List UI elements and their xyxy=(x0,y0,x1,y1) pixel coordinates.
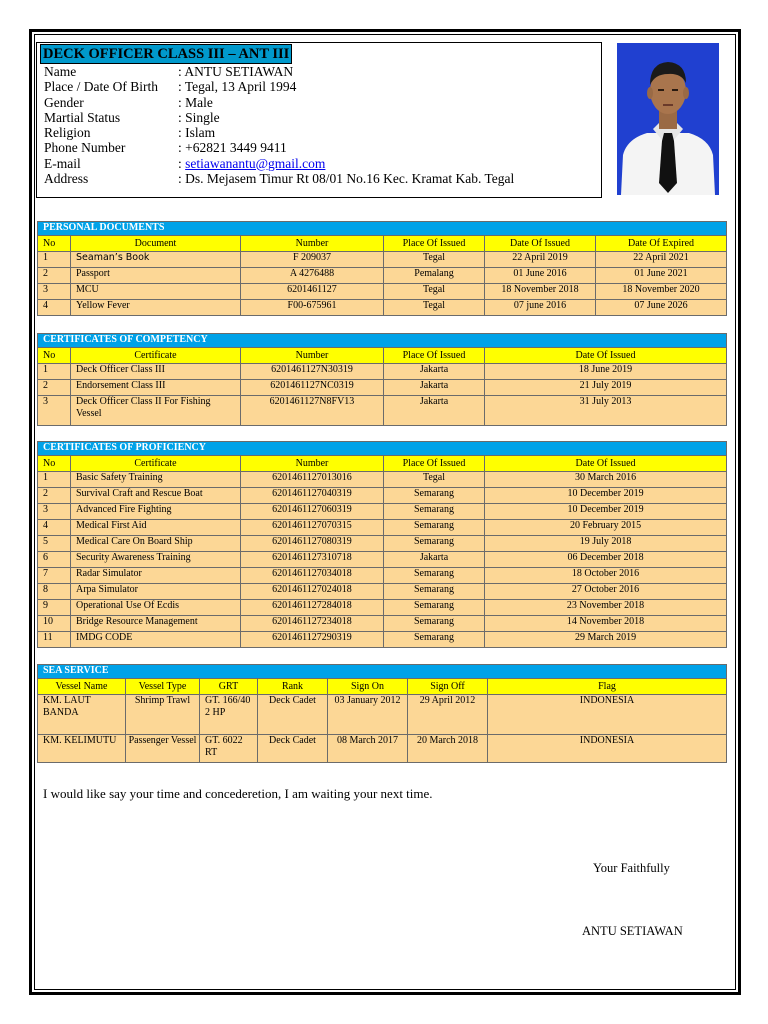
cell-rank: Deck Cadet xyxy=(258,695,328,735)
cell-grt: GT. 166/40 2 HP xyxy=(200,695,258,735)
cell-no: 8 xyxy=(38,584,71,600)
cell-certificate: Bridge Resource Management xyxy=(71,616,241,632)
info-value xyxy=(178,156,325,171)
cell-number: F00-675961 xyxy=(241,300,384,316)
cell-number: 6201461127234018 xyxy=(241,616,384,632)
cell-place: Semarang xyxy=(384,536,485,552)
cell-place: Jakarta xyxy=(384,380,485,396)
table-row xyxy=(38,284,727,300)
cell-document: Yellow Fever xyxy=(71,300,241,316)
cell-rank: Deck Cadet xyxy=(258,735,328,763)
cell-issued: 07 june 2016 xyxy=(485,300,596,316)
table-row xyxy=(38,364,727,380)
info-row-gender xyxy=(44,95,514,110)
cell-issued: 23 November 2018 xyxy=(485,600,727,616)
cell-no: 10 xyxy=(38,616,71,632)
cell-certificate: Advanced Fire Fighting xyxy=(71,504,241,520)
cell-issued: 14 November 2018 xyxy=(485,616,727,632)
cell-no: 1 xyxy=(38,364,71,380)
cell-place: Tegal xyxy=(384,300,485,316)
cell-certificate: Security Awareness Training xyxy=(71,552,241,568)
info-row-phone xyxy=(44,140,514,155)
cell-place: Semarang xyxy=(384,584,485,600)
cell-place: Tegal xyxy=(384,472,485,488)
cell-vessel-type: Shrimp Trawl xyxy=(126,695,200,735)
column-header: Number xyxy=(241,348,384,364)
proficiency-table xyxy=(37,441,727,648)
info-row-birth xyxy=(44,79,514,94)
cell-number: 6201461127N8FV13 xyxy=(241,396,384,426)
info-label: Martial Status xyxy=(44,109,121,125)
column-header: No xyxy=(38,456,71,472)
cell-expired: 07 June 2026 xyxy=(596,300,727,316)
table-row xyxy=(38,520,727,536)
info-value: : ANTU SETIAWAN xyxy=(178,64,294,79)
info-value: : Ds. Mejasem Timur Rt 08/01 No.16 Kec. Kramat Kab. Tegal xyxy=(178,171,515,187)
cell-no: 1 xyxy=(38,472,71,488)
cell-no: 3 xyxy=(38,504,71,520)
cell-issued: 22 April 2019 xyxy=(485,252,596,268)
cell-issued: 10 December 2019 xyxy=(485,488,727,504)
cell-number: 6201461127040319 xyxy=(241,488,384,504)
column-header: Certificate xyxy=(71,456,241,472)
info-label: Religion xyxy=(44,125,91,141)
cell-no: 5 xyxy=(38,536,71,552)
cell-issued: 19 July 2018 xyxy=(485,536,727,552)
column-header: Place Of Issued xyxy=(384,348,485,364)
cell-issued: 18 June 2019 xyxy=(485,364,727,380)
cell-number: 6201461127070315 xyxy=(241,520,384,536)
cell-place: Semarang xyxy=(384,520,485,536)
closing-message: I would like say your time and concederetion, I am waiting your next time. xyxy=(43,786,433,801)
section-title: CERTIFICATES OF COMPETENCY xyxy=(38,334,727,348)
cell-issued: 27 October 2016 xyxy=(485,584,727,600)
column-header: Rank xyxy=(258,679,328,695)
cell-certificate: Survival Craft and Rescue Boat xyxy=(71,488,241,504)
info-row-name xyxy=(44,64,514,79)
column-header: No xyxy=(38,348,71,364)
info-row-address xyxy=(44,171,514,186)
info-row-email xyxy=(44,156,514,171)
cell-number: 6201461127310718 xyxy=(241,552,384,568)
cell-grt: GT. 6022 RT xyxy=(200,735,258,763)
column-headers xyxy=(38,348,727,364)
personal-documents-table xyxy=(37,221,727,316)
table-row xyxy=(38,488,727,504)
cell-place: Jakarta xyxy=(384,396,485,426)
column-header: Sign On xyxy=(328,679,408,695)
cell-expired: 22 April 2021 xyxy=(596,252,727,268)
cell-no: 7 xyxy=(38,568,71,584)
cell-issued: 06 December 2018 xyxy=(485,552,727,568)
cell-place: Tegal xyxy=(384,284,485,300)
portrait-image xyxy=(617,43,719,195)
cell-no: 9 xyxy=(38,600,71,616)
column-header: Vessel Name xyxy=(38,679,126,695)
cell-no: 2 xyxy=(38,488,71,504)
cell-certificate: Radar Simulator xyxy=(71,568,241,584)
cell-sign-on: 03 January 2012 xyxy=(328,695,408,735)
cell-certificate: Medical Care On Board Ship xyxy=(71,536,241,552)
info-row-marital xyxy=(44,110,514,125)
column-header: Place Of Issued xyxy=(384,236,485,252)
cell-place: Semarang xyxy=(384,632,485,648)
column-header: Vessel Type xyxy=(126,679,200,695)
column-header: Date Of Expired xyxy=(596,236,727,252)
table-row xyxy=(38,472,727,488)
table-row xyxy=(38,695,727,735)
cell-issued: 18 November 2018 xyxy=(485,284,596,300)
cell-number: 6201461127284018 xyxy=(241,600,384,616)
cell-certificate: Deck Officer Class II For Fishing Vessel xyxy=(71,396,241,426)
cell-number: 6201461127080319 xyxy=(241,536,384,552)
column-header: No xyxy=(38,236,71,252)
cell-number: 6201461127060319 xyxy=(241,504,384,520)
cell-document: Passport xyxy=(71,268,241,284)
cell-number: A 4276488 xyxy=(241,268,384,284)
info-value: : +62821 3449 9411 xyxy=(178,140,287,156)
cell-no: 1 xyxy=(38,252,71,268)
table-row xyxy=(38,568,727,584)
info-label: E-mail xyxy=(44,155,81,171)
table-row xyxy=(38,380,727,396)
info-label: Name xyxy=(44,64,77,79)
info-sep: : xyxy=(178,155,186,171)
cell-flag: INDONESIA xyxy=(488,735,727,763)
column-header: Number xyxy=(241,456,384,472)
cell-certificate: Operational Use Of Ecdis xyxy=(71,600,241,616)
cell-certificate: Endorsement Class III xyxy=(71,380,241,396)
cell-vessel-name: KM. KELIMUTU xyxy=(38,735,126,763)
competency-table xyxy=(37,333,727,426)
column-headers xyxy=(38,679,727,695)
cell-issued: 01 June 2016 xyxy=(485,268,596,284)
cell-sign-off: 29 April 2012 xyxy=(408,695,488,735)
info-label: Place / Date Of Birth xyxy=(44,79,158,95)
column-header: Date Of Issued xyxy=(485,236,596,252)
table-row xyxy=(38,252,727,268)
cell-number: 6201461127290319 xyxy=(241,632,384,648)
cell-number: 6201461127034018 xyxy=(241,568,384,584)
cell-sign-off: 20 March 2018 xyxy=(408,735,488,763)
cell-place: Jakarta xyxy=(384,552,485,568)
cell-no: 3 xyxy=(38,284,71,300)
personal-info xyxy=(44,64,514,186)
table-row xyxy=(38,504,727,520)
section-title: PERSONAL DOCUMENTS xyxy=(38,222,727,236)
sea-service-table xyxy=(37,664,727,763)
cell-number: 6201461127 xyxy=(241,284,384,300)
table-row xyxy=(38,600,727,616)
column-header: Sign Off xyxy=(408,679,488,695)
cell-certificate: Deck Officer Class III xyxy=(71,364,241,380)
cell-place: Semarang xyxy=(384,616,485,632)
cell-vessel-name: KM. LAUT BANDA xyxy=(38,695,126,735)
info-value: : Tegal, 13 April 1994 xyxy=(178,79,297,95)
info-value: : Islam xyxy=(178,125,216,141)
column-header: Document xyxy=(71,236,241,252)
column-header: Number xyxy=(241,236,384,252)
cell-place: Semarang xyxy=(384,488,485,504)
cell-issued: 20 February 2015 xyxy=(485,520,727,536)
cell-vessel-type: Passenger Vessel xyxy=(126,735,200,763)
cell-place: Jakarta xyxy=(384,364,485,380)
cell-place: Pemalang xyxy=(384,268,485,284)
cell-no: 6 xyxy=(38,552,71,568)
table-row xyxy=(38,584,727,600)
column-header: Date Of Issued xyxy=(485,348,727,364)
section-title: SEA SERVICE xyxy=(38,665,727,679)
cell-place: Semarang xyxy=(384,600,485,616)
table-row xyxy=(38,632,727,648)
signature-name: ANTU SETIAWAN xyxy=(582,924,683,938)
cell-number: 6201461127N30319 xyxy=(241,364,384,380)
info-row-religion xyxy=(44,125,514,140)
cell-no: 4 xyxy=(38,300,71,316)
cell-issued: 21 July 2019 xyxy=(485,380,727,396)
cell-number: F 209037 xyxy=(241,252,384,268)
info-value: : Male xyxy=(178,94,213,110)
cell-number: 6201461127NC0319 xyxy=(241,380,384,396)
cell-sign-on: 08 March 2017 xyxy=(328,735,408,763)
table-row xyxy=(38,268,727,284)
cell-document: Seaman’s Book xyxy=(71,252,241,268)
email-link[interactable]: setiawanantu@gmail.com xyxy=(185,155,326,171)
cell-issued: 31 July 2013 xyxy=(485,396,727,426)
column-header: Certificate xyxy=(71,348,241,364)
cell-no: 2 xyxy=(38,268,71,284)
cv-title: DECK OFFICER CLASS III – ANT III xyxy=(40,44,292,64)
cell-place: Semarang xyxy=(384,568,485,584)
info-label: Phone Number xyxy=(44,140,126,156)
table-row xyxy=(38,396,727,426)
cell-expired: 01 June 2021 xyxy=(596,268,727,284)
cell-certificate: Basic Safety Training xyxy=(71,472,241,488)
cell-no: 4 xyxy=(38,520,71,536)
column-headers xyxy=(38,236,727,252)
info-label: Address xyxy=(44,171,89,187)
cell-issued: 10 December 2019 xyxy=(485,504,727,520)
column-header: Place Of Issued xyxy=(384,456,485,472)
cell-flag: INDONESIA xyxy=(488,695,727,735)
cell-certificate: Medical First Aid xyxy=(71,520,241,536)
table-row xyxy=(38,300,727,316)
cell-no: 2 xyxy=(38,380,71,396)
table-row xyxy=(38,616,727,632)
cell-issued: 18 October 2016 xyxy=(485,568,727,584)
cell-issued: 30 March 2016 xyxy=(485,472,727,488)
info-value: : Single xyxy=(178,109,220,125)
column-headers xyxy=(38,456,727,472)
section-title: CERTIFICATES OF PROFICIENCY xyxy=(38,442,727,456)
cell-certificate: Arpa Simulator xyxy=(71,584,241,600)
cell-no: 11 xyxy=(38,632,71,648)
column-header: Date Of Issued xyxy=(485,456,727,472)
column-header: GRT xyxy=(200,679,258,695)
column-header: Flag xyxy=(488,679,727,695)
cell-place: Tegal xyxy=(384,252,485,268)
table-row xyxy=(38,536,727,552)
cell-number: 6201461127024018 xyxy=(241,584,384,600)
valediction: Your Faithfully xyxy=(593,861,670,875)
cell-number: 6201461127013016 xyxy=(241,472,384,488)
info-label: Gender xyxy=(44,94,84,110)
cell-no: 3 xyxy=(38,396,71,426)
cell-document: MCU xyxy=(71,284,241,300)
profile-photo xyxy=(617,43,719,195)
cell-expired: 18 November 2020 xyxy=(596,284,727,300)
cell-issued: 29 March 2019 xyxy=(485,632,727,648)
table-row xyxy=(38,735,727,763)
cell-certificate: IMDG CODE xyxy=(71,632,241,648)
cell-place: Semarang xyxy=(384,504,485,520)
table-row xyxy=(38,552,727,568)
